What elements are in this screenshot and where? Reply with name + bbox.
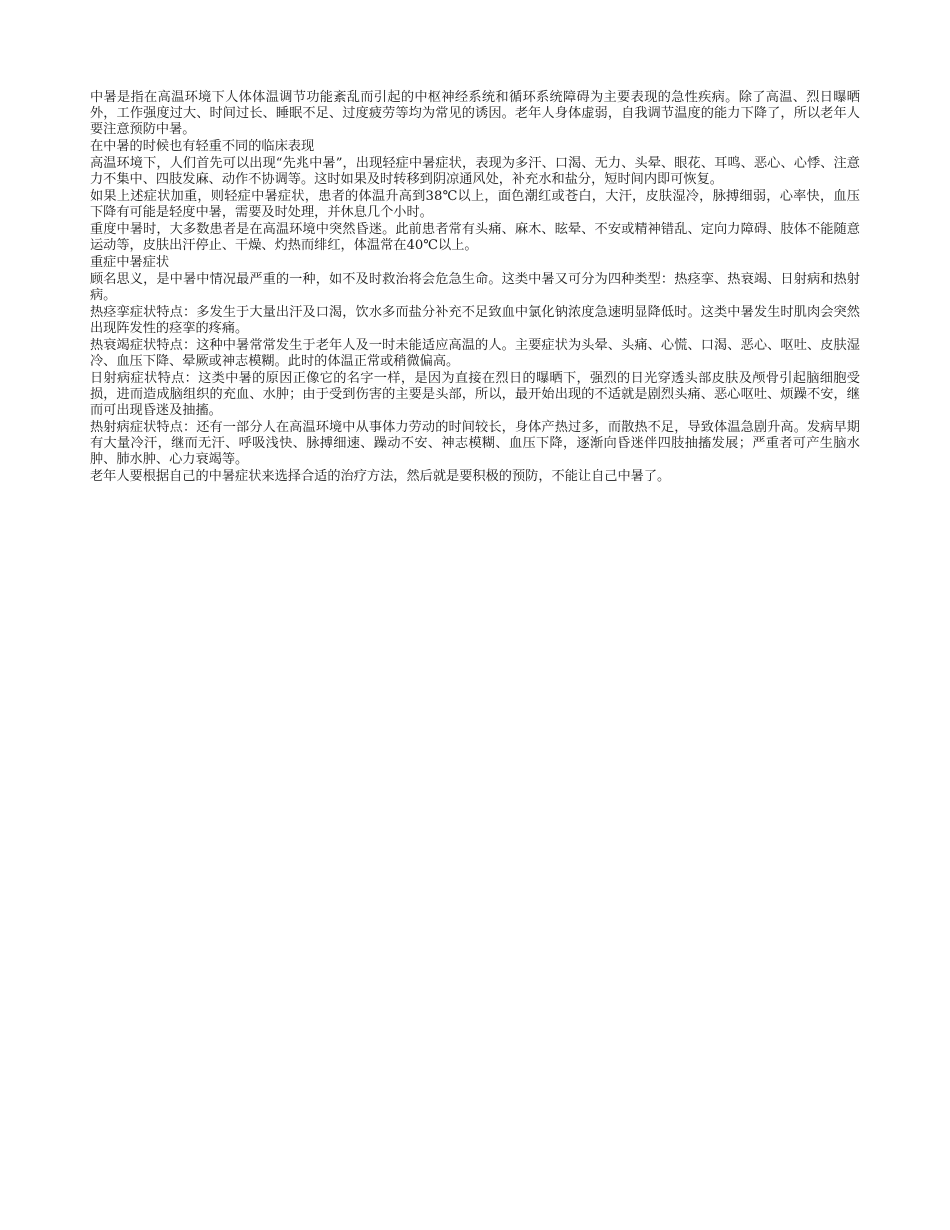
paragraph-heat-exhaustion: 热衰竭症状特点：这种中暑常常发生于老年人及一时未能适应高温的人。主要症状为头晕、头痛、心慌、口渴、恶心、呕吐、皮肤湿冷、血压下降、晕厥或神志模糊。此时的体温正常或稍微偏高。 — [90, 338, 860, 369]
paragraph-severe-heatstroke: 重度中暑时，大多数患者是在高温环境中突然昏迷。此前患者常有头痛、麻木、眩晕、不安或精神错乱、定向力障碍、肢体不能随意运动等，皮肤出汗停止、干燥、灼热而绯红，体温常在40℃以上。 — [90, 222, 860, 253]
heading-severe-symptoms: 重症中暑症状 — [90, 255, 170, 270]
paragraph-severe-types: 顾名思义，是中暑中情况最严重的一种，如不及时救治将会危急生命。这类中暑又可分为四种类型：热痉挛、热衰竭、日射病和热射病。 — [90, 272, 860, 303]
document-body — [90, 90, 860, 486]
paragraph-conclusion: 老年人要根据自己的中暑症状来选择合适的治疗方法，然后就是要积极的预防，不能让自己中暑了。 — [90, 469, 671, 484]
paragraph-aura-heatstroke: 高温环境下，人们首先可以出现“先兆中暑”，出现轻症中暑症状，表现为多汗、口渴、无力、头晕、眼花、耳鸣、恶心、心悸、注意力不集中、四肢发麻、动作不协调等。这时如果及时转移到阴凉通风处，补充水和盐分，短时间内即可恢复。 — [90, 156, 860, 187]
paragraph-sunstroke: 日射病症状特点：这类中暑的原因正像它的名字一样，是因为直接在烈日的曝晒下，强烈的日光穿透头部皮肤及颅骨引起脑细胞受损，进而造成脑组织的充血、水肿；由于受到伤害的主要是头部，所以，最开始出现的不适就是剧烈头痛、恶心呕吐、烦躁不安，继而可出现昏迷及抽搐。 — [90, 371, 860, 418]
heading-clinical-manifestations: 在中暑的时候也有轻重不同的临床表现 — [90, 139, 315, 154]
paragraph-heat-cramps: 热痉挛症状特点：多发生于大量出汗及口渴，饮水多而盐分补充不足致血中氯化钠浓度急速明显降低时。这类中暑发生时肌肉会突然出现阵发性的痉挛的疼痛。 — [90, 305, 860, 336]
paragraph-mild-heatstroke: 如果上述症状加重，则轻症中暑症状，患者的体温升高到38℃以上，面色潮红或苍白，大汗，皮肤湿冷，脉搏细弱，心率快，血压下降有可能是轻度中暑，需要及时处理，并休息几个小时。 — [90, 189, 860, 220]
paragraph-intro: 中暑是指在高温环境下人体体温调节功能紊乱而引起的中枢神经系统和循环系统障碍为主要表现的急性疾病。除了高温、烈日曝晒外，工作强度过大、时间过长、睡眠不足、过度疲劳等均为常见的诱因。老年人身体虚弱，自我调节温度的能力下降了，所以老年人要注意预防中暑。 — [90, 90, 860, 137]
paragraph-heat-stroke: 热射病症状特点：还有一部分人在高温环境中从事体力劳动的时间较长，身体产热过多，而散热不足，导致体温急剧升高。发病早期有大量冷汗，继而无汗、呼吸浅快、脉搏细速、躁动不安、神志模糊、血压下降，逐渐向昏迷伴四肢抽搐发展；严重者可产生脑水肿、肺水肿、心力衰竭等。 — [90, 420, 860, 467]
